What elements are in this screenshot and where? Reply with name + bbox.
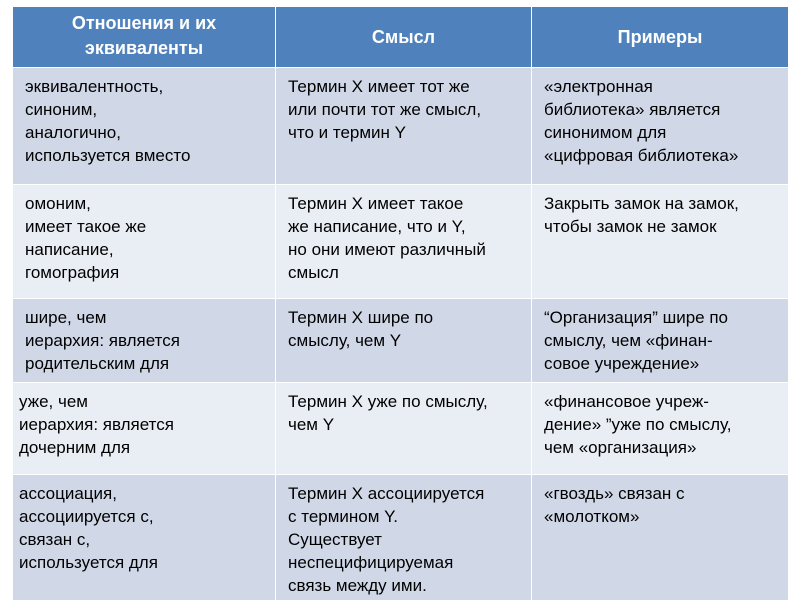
table-row	[13, 299, 789, 383]
example-cell: «гвоздь» связан с «молотком»	[532, 475, 789, 600]
relation-cell: уже, чем иерархия: является дочерним для	[13, 383, 276, 475]
meaning-cell: Термин Х ассоциируется с термином Y. Существует неспецифицируемая связь между ими.	[276, 475, 532, 600]
relation-cell: омоним, имеет такое же написание, гомография	[13, 185, 276, 299]
example-cell: “Организация” шире по смыслу, чем «финан- совое учреждение»	[532, 299, 789, 383]
table-row	[13, 68, 789, 185]
meaning-cell: Термин Х шире по смыслу, чем Y	[276, 299, 532, 383]
example-cell: Закрыть замок на замок, чтобы замок не замок	[532, 185, 789, 299]
relations-table	[12, 6, 789, 600]
header-meaning: Смысл	[276, 7, 532, 68]
meaning-cell: Термин Х имеет такое же написание, что и Y, но они имеют различный смысл	[276, 185, 532, 299]
example-cell: «электронная библиотека» является синонимом для «цифровая библиотека»	[532, 68, 789, 185]
table-row	[13, 475, 789, 600]
relation-cell: шире, чем иерархия: является родительским для	[13, 299, 276, 383]
example-cell: «финансовое учреж- дение» ”уже по смыслу, чем «организация»	[532, 383, 789, 475]
meaning-cell: Термин Х уже по смыслу, чем Y	[276, 383, 532, 475]
header-examples: Примеры	[532, 7, 789, 68]
table-row	[13, 383, 789, 475]
relation-cell: ассоциация, ассоциируется с, связан с, используется для	[13, 475, 276, 600]
table-header-row	[13, 7, 789, 68]
table-row	[13, 185, 789, 299]
header-relations: Отношения и их эквиваленты	[13, 7, 276, 68]
relation-cell: эквивалентность, синоним, аналогично, используется вместо	[13, 68, 276, 185]
meaning-cell: Термин Х имеет тот же или почти тот же смысл, что и термин Y	[276, 68, 532, 185]
